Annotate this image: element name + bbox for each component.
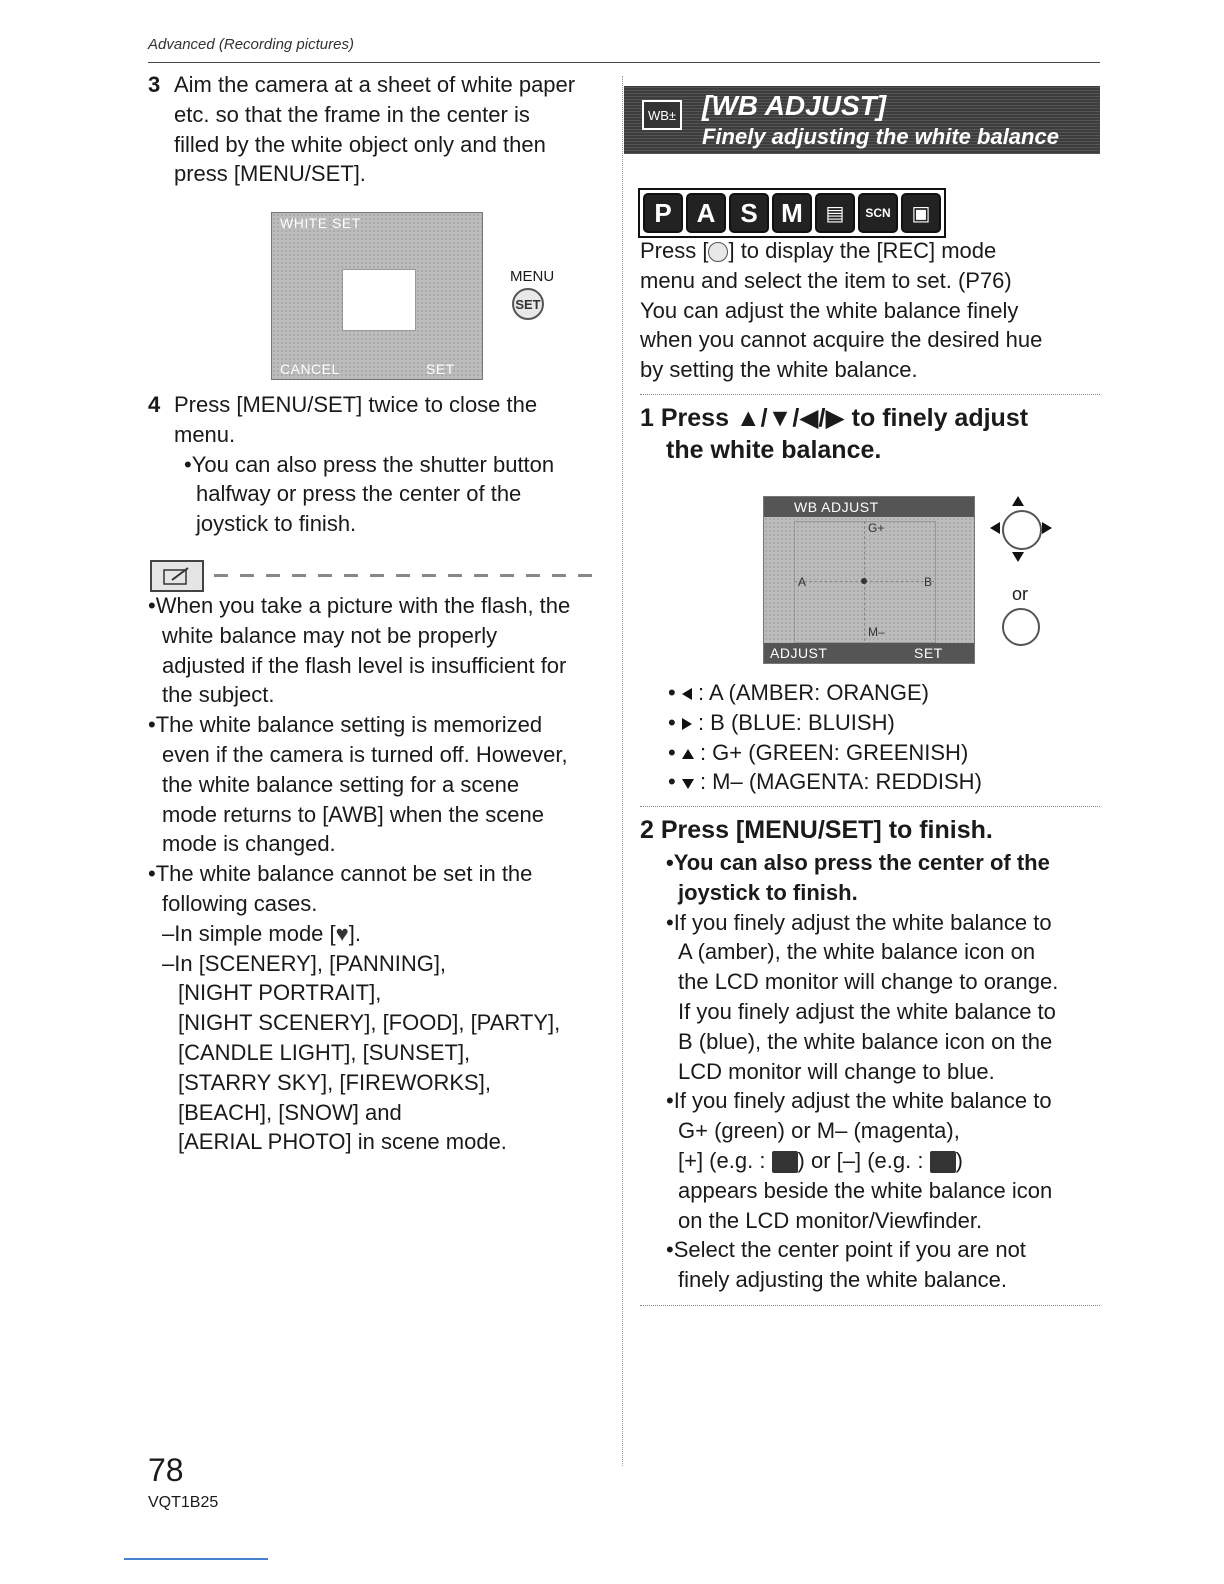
arrow-keys-icon: ▲/▼/◀/▶ <box>735 404 845 432</box>
step-3-line: Aim the camera at a sheet of white paper <box>174 72 576 97</box>
note-line: adjusted if the flash level is insufficient for <box>162 652 567 678</box>
white-frame <box>342 269 416 331</box>
wb-adjust-icon: WB± <box>642 100 682 130</box>
note-line: •When you take a picture with the flash, the <box>148 593 571 618</box>
intro-line: when you cannot acquire the desired hue <box>640 327 1043 353</box>
step-4 <box>148 390 618 539</box>
step-2-line: •You can also press the center of the <box>666 850 1050 875</box>
mode-m-icon: M <box>772 193 812 233</box>
note-line: mode is changed. <box>162 831 336 857</box>
intro-line: by setting the white balance. <box>640 357 918 383</box>
menu-set-icon <box>708 242 728 262</box>
title-banner <box>624 86 1100 154</box>
right-arrow-icon <box>1042 522 1052 534</box>
step-2-line: LCD monitor will change to blue. <box>678 1058 995 1084</box>
wb-adjust-title: WB ADJUST <box>794 499 879 515</box>
mode-scene-icon: SCN <box>858 193 898 233</box>
banner-title: [WB ADJUST] <box>702 90 887 121</box>
note-line: even if the camera is turned off. However, <box>162 741 568 767</box>
set-label: SET <box>914 645 943 661</box>
step-2-line: G+ (green) or M– (magenta), <box>678 1118 960 1144</box>
note-line: [AERIAL PHOTO] in scene mode. <box>178 1129 507 1155</box>
g-plus-label: G+ <box>868 521 885 535</box>
note-line: mode returns to [AWB] when the scene <box>162 801 544 827</box>
dotted-divider <box>640 806 1100 807</box>
section-header: Advanced (Recording pictures) <box>148 36 354 53</box>
wb-adjust-screen <box>763 496 975 664</box>
step-3-line: etc. so that the frame in the center is <box>174 101 530 127</box>
wb-minus-example-icon <box>930 1151 956 1173</box>
step-2-line: A (amber), the white balance icon on <box>678 939 1036 965</box>
b-label: B <box>924 575 933 589</box>
step-3-number: 3 <box>148 72 161 97</box>
note-line: the subject. <box>162 682 275 708</box>
intro-line: You can adjust the white balance finely <box>640 297 1019 323</box>
step-1-number: 1 <box>640 404 654 432</box>
legend-item: • : B (BLUE: BLUISH) <box>668 709 895 735</box>
page-number: 78 <box>148 1452 184 1488</box>
step-4-number: 4 <box>148 392 161 417</box>
mode-a-icon: A <box>686 193 726 233</box>
cancel-label: CANCEL <box>280 361 340 377</box>
note-line: [CANDLE LIGHT], [SUNSET], <box>178 1039 471 1065</box>
step-1-heading: 1 Press ▲/▼/◀/▶ to finely adjust the white balance. <box>640 404 1029 464</box>
step-4-bullet: joystick to finish. <box>196 511 357 537</box>
header-rule <box>148 62 1100 63</box>
note-line: [NIGHT PORTRAIT], <box>178 980 382 1006</box>
note-line: •The white balance setting is memorized <box>148 712 543 738</box>
simple-mode-line: –In simple mode [♥]. <box>162 920 361 946</box>
up-arrow-icon <box>682 749 694 759</box>
intro-line: Press [ ] to display the [REC] mode <box>640 238 997 263</box>
step-2-line: finely adjusting the white balance. <box>678 1267 1007 1293</box>
step-2-line: joystick to finish. <box>678 879 858 905</box>
note-divider <box>214 574 592 577</box>
step-2-line: on the LCD monitor/Viewfinder. <box>678 1207 983 1233</box>
note-line: –In [SCENERY], [PANNING], <box>162 950 447 976</box>
mode-clipboard-icon: ▣ <box>901 193 941 233</box>
legend-item: • : A (AMBER: ORANGE) <box>668 680 929 705</box>
note-line: •The white balance cannot be set in the <box>148 861 533 887</box>
set-label: SET <box>426 361 455 377</box>
step-2-line: •If you finely adjust the white balance to <box>666 909 1052 935</box>
joystick-diagram <box>988 494 1060 654</box>
example-icons-line: [+] (e.g. : ) or [–] (e.g. : ) <box>678 1147 963 1173</box>
adjust-label: ADJUST <box>770 645 828 661</box>
step-4-line: menu. <box>174 421 236 447</box>
step-2-line: B (blue), the white balance icon on the <box>678 1028 1053 1054</box>
menu-set-button-icon: SET <box>512 288 544 320</box>
note-line: [STARRY SKY], [FIREWORKS], <box>178 1069 491 1095</box>
left-arrow-icon <box>990 522 1000 534</box>
step-3-line: filled by the white object only and then <box>174 131 546 157</box>
a-label: A <box>798 575 807 589</box>
heart-icon: ♥ <box>335 920 349 946</box>
mode-movie-icon: ▤ <box>815 193 855 233</box>
dotted-divider <box>640 394 1100 395</box>
step-2-line: If you finely adjust the white balance to <box>678 998 1056 1024</box>
note-line: white balance may not be properly <box>162 622 498 648</box>
document-code: VQT1B25 <box>148 1494 219 1511</box>
column-divider <box>622 76 623 1466</box>
white-set-screen <box>271 212 483 380</box>
step-2-heading: 2 Press [MENU/SET] to finish. <box>640 816 993 844</box>
intro-line: menu and select the item to set. (P76) <box>640 267 1012 293</box>
m-minus-label: M– <box>868 625 885 639</box>
mode-p-icon: P <box>643 193 683 233</box>
step-2-body <box>666 848 1106 1295</box>
legend-item: • : G+ (GREEN: GREENISH) <box>668 739 969 765</box>
note-icon <box>150 560 204 592</box>
step-2-number: 2 <box>640 816 654 844</box>
notes <box>148 591 618 1157</box>
step-4-line: Press [MENU/SET] twice to close the <box>174 392 538 417</box>
step-3-line: press [MENU/SET]. <box>174 161 366 187</box>
step-2-line: •If you finely adjust the white balance to <box>666 1088 1052 1114</box>
down-arrow-icon <box>1012 552 1024 562</box>
legend-item: • : M– (MAGENTA: REDDISH) <box>668 769 982 795</box>
note-line: [NIGHT SCENERY], [FOOD], [PARTY], <box>178 1010 561 1036</box>
left-arrow-icon <box>682 688 692 700</box>
available-modes <box>638 188 946 238</box>
step-2-line: •Select the center point if you are not <box>666 1237 1026 1263</box>
note-line: [BEACH], [SNOW] and <box>178 1099 402 1125</box>
step-2-line: the LCD monitor will change to orange. <box>678 969 1059 995</box>
white-set-title: WHITE SET <box>280 215 361 231</box>
right-arrow-icon <box>682 718 692 730</box>
step-3 <box>148 70 608 189</box>
banner-subtitle: Finely adjusting the white balance <box>702 124 1059 149</box>
note-line: the white balance setting for a scene <box>162 771 520 797</box>
menu-label: MENU <box>510 268 555 285</box>
up-arrow-icon <box>1012 496 1024 506</box>
center-point <box>861 578 867 584</box>
down-arrow-icon <box>682 779 694 789</box>
or-label: or <box>1012 584 1029 604</box>
footer-line <box>124 1558 268 1560</box>
wb-plus-example-icon <box>772 1151 798 1173</box>
step-4-bullet: halfway or press the center of the <box>196 481 522 507</box>
mode-s-icon: S <box>729 193 769 233</box>
direction-legend <box>668 678 1098 797</box>
intro <box>640 236 1100 385</box>
step-4-bullet: •You can also press the shutter button <box>184 451 555 477</box>
dotted-divider <box>640 1305 1100 1306</box>
note-line: following cases. <box>162 890 318 916</box>
step-2-line: appears beside the white balance icon <box>678 1177 1053 1203</box>
joystick-press-icon <box>1002 608 1040 646</box>
joystick-icon <box>1002 510 1042 550</box>
